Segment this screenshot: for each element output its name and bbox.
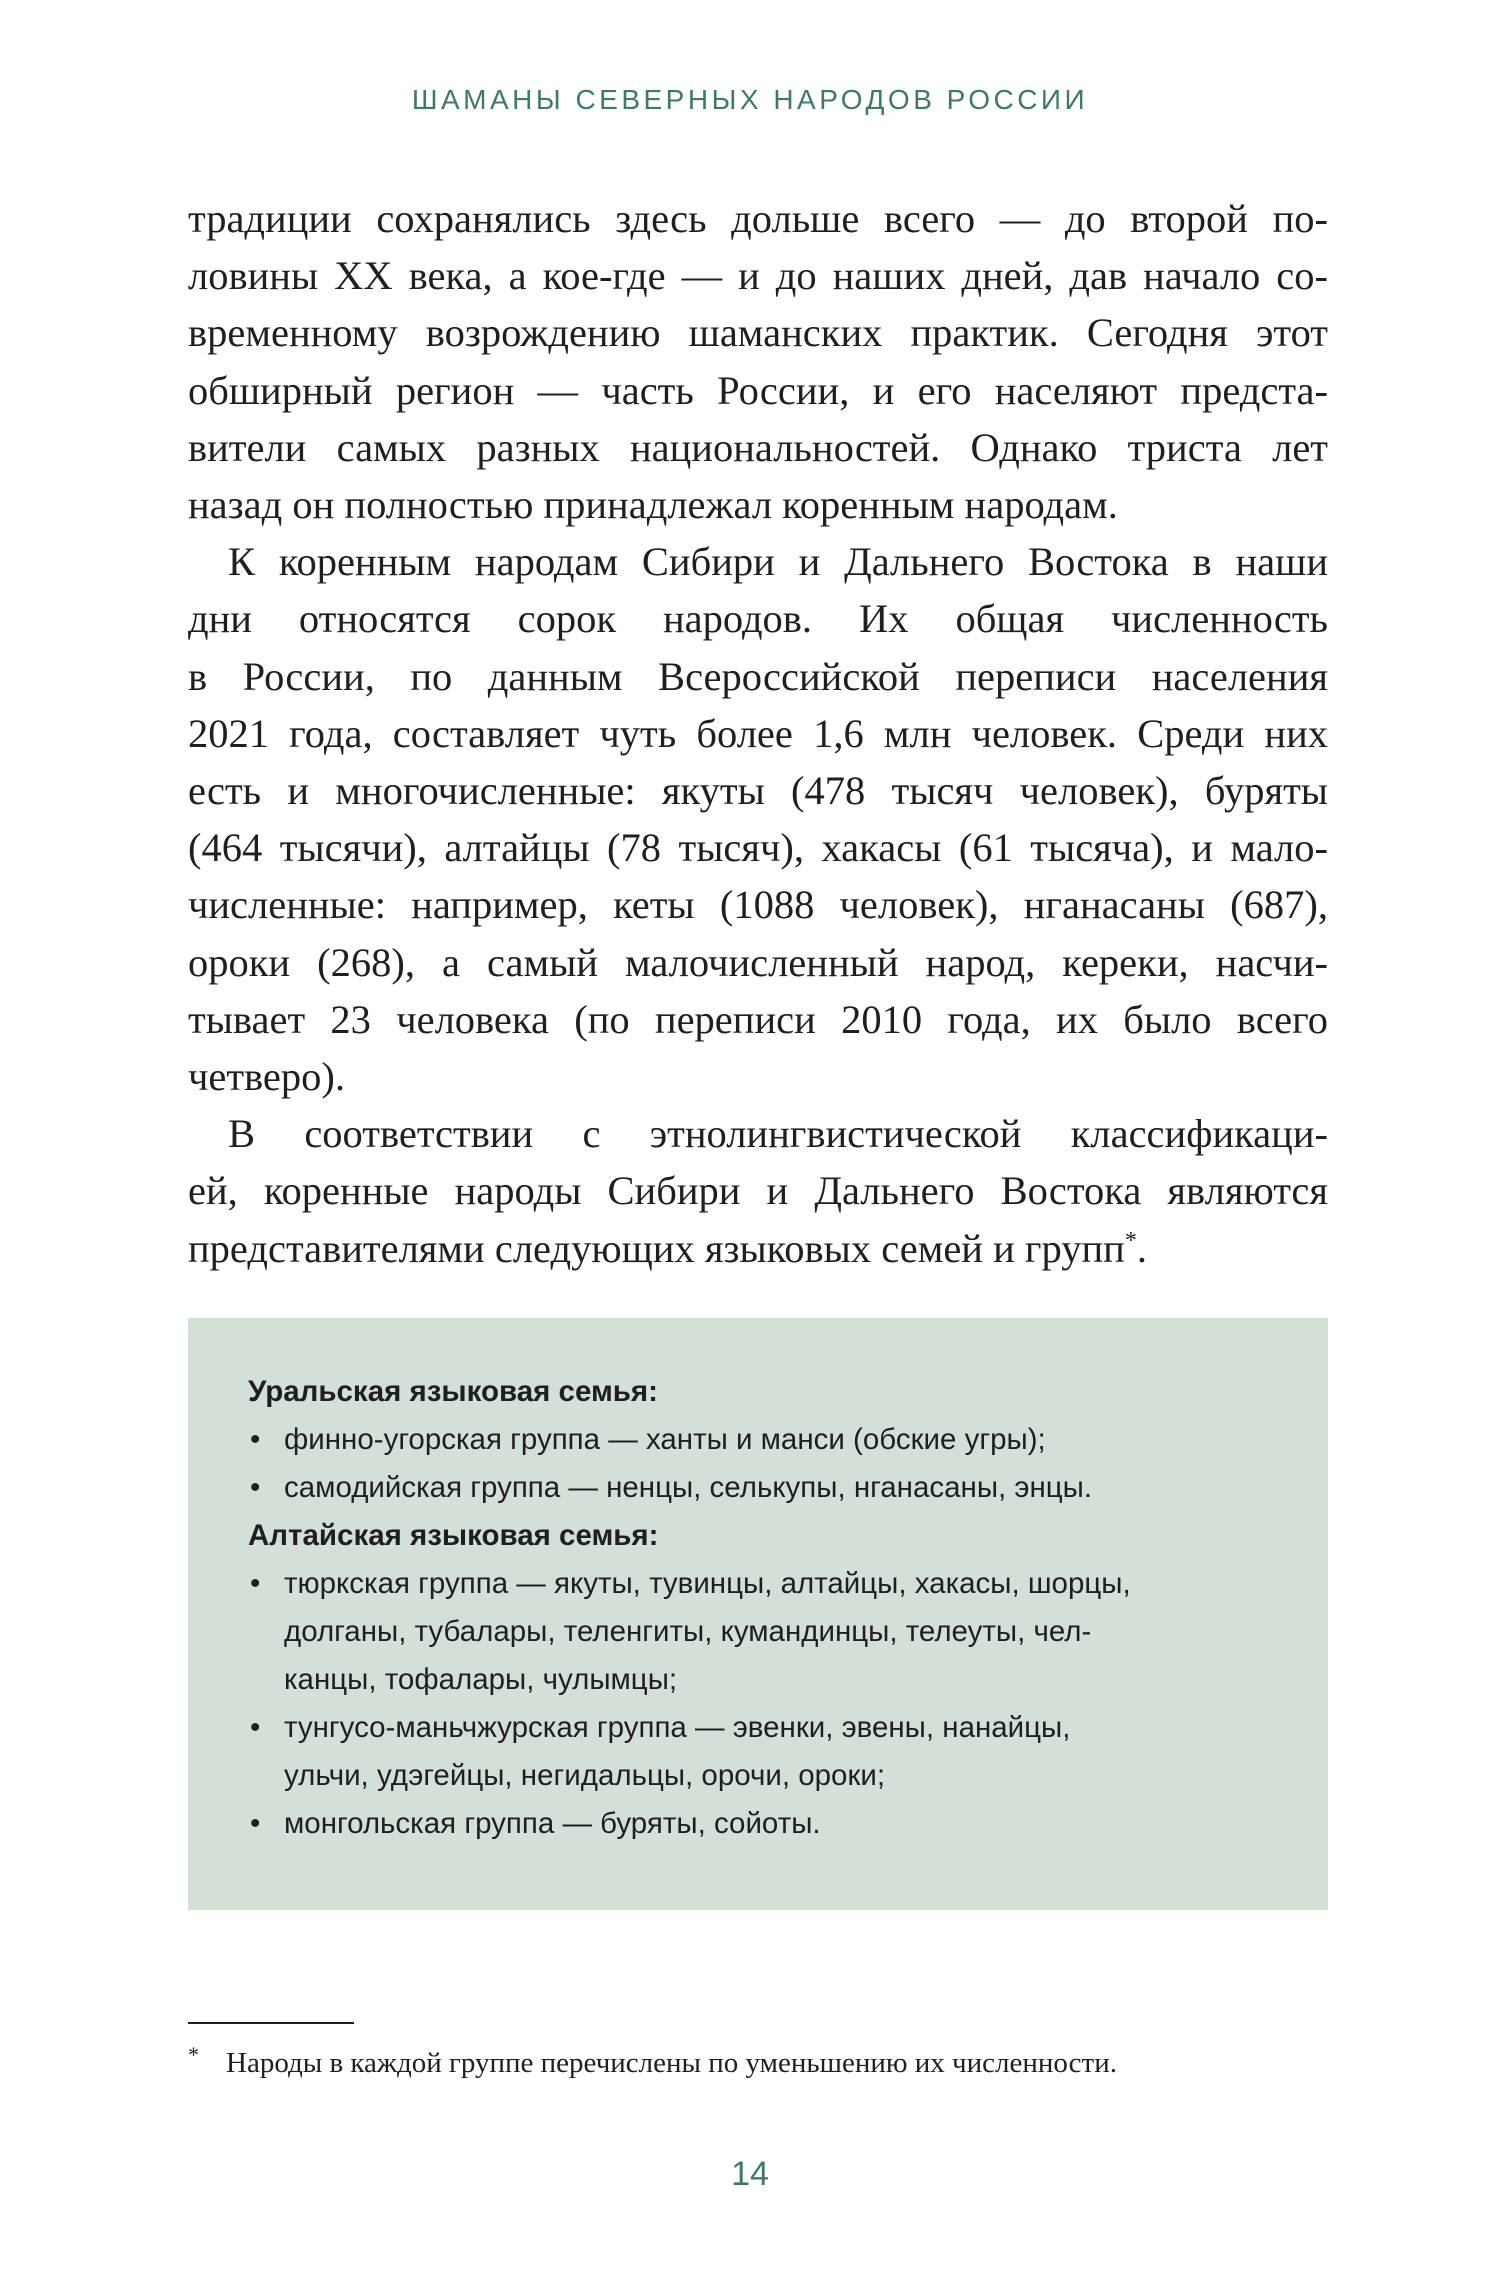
bullet-icon: • — [250, 1471, 261, 1504]
paragraph-2 — [188, 533, 1328, 1105]
running-head: ШАМАНЫ СЕВЕРНЫХ НАРОДОВ РОССИИ — [411, 84, 1089, 115]
text-line: есть и многочисленные: якуты (478 тысяч человек), буряты — [188, 768, 1328, 814]
list-item-text: самодийская группа — ненцы, селькупы, нганасаны, энцы. — [284, 1471, 1093, 1504]
text-line: четверо). — [188, 1054, 346, 1100]
list-item-text: монгольская группа — буряты, сойоты. — [284, 1807, 821, 1840]
footnote: * Народы в каждой группе перечислены по уменьшению их численности. — [188, 2042, 1117, 2079]
text-line: временному возрождению шаманских практик. Сегодня этот — [188, 310, 1328, 356]
language-families-box — [188, 1318, 1328, 1910]
text-line: 2021 года, составляет чуть более 1,6 млн человек. Среди них — [188, 710, 1328, 756]
list-item — [248, 1560, 1278, 1704]
list-item — [248, 1464, 1278, 1512]
list-item — [248, 1704, 1278, 1800]
list-item — [248, 1416, 1278, 1464]
text-fragment: представителями следующих языковых семей и групп — [188, 1225, 1125, 1271]
text-line: вители самых разных национальностей. Однако триста лет — [188, 424, 1328, 470]
text-line-with-footnote — [188, 1220, 1328, 1277]
bullet-icon: • — [250, 1711, 261, 1744]
text-line: ей, коренные народы Сибири и Дальнего Востока являются — [188, 1168, 1328, 1214]
bullet-icon: • — [250, 1807, 261, 1840]
text-line: К коренным народам Сибири и Дальнего Востока в наши — [228, 539, 1328, 585]
list-item-text: долганы, тубалары, теленгиты, кумандинцы, телеуты, чел- — [284, 1615, 1092, 1648]
list-item-text: тунгусо-маньчжурская группа — эвенки, эвены, нанайцы, — [284, 1711, 1071, 1744]
page-number: 14 — [731, 2155, 769, 2193]
list-item-text: канцы, тофалары, чулымцы; — [284, 1663, 678, 1696]
text-line: дни относятся сорок народов. Их общая численность — [188, 596, 1328, 642]
footnote-text: Народы в каждой группе перечислены по уменьшению их численности. — [226, 2047, 1117, 2079]
paragraph-3 — [188, 1105, 1328, 1277]
text-line: в России, по данным Всероссийской переписи населения — [188, 653, 1328, 699]
paragraph-1 — [188, 190, 1328, 533]
language-families-list — [248, 1368, 1278, 1848]
ural-family-heading: Уральская языковая семья: — [248, 1375, 658, 1408]
list-item — [248, 1800, 1278, 1848]
text-line: В соответствии с этнолингвистической классификаци- — [228, 1111, 1328, 1157]
footnote-reference[interactable]: * — [1124, 1227, 1137, 1254]
list-item-text: финно-угорская группа — ханты и манси (обские угры); — [284, 1423, 1046, 1456]
text-line: обширный регион — часть России, и его населяют предста- — [188, 367, 1328, 413]
text-fragment: . — [1136, 1225, 1147, 1271]
body-text — [188, 190, 1328, 1277]
footnote-divider — [188, 2022, 354, 2024]
text-line: численные: например, кеты (1088 человек), нганасаны (687), — [188, 882, 1328, 928]
text-line: ловины XX века, а кое-где — и до наших дней, дав начало со- — [188, 253, 1328, 299]
text-line: назад он полностью принадлежал коренным народам. — [188, 482, 1118, 528]
bullet-icon: • — [250, 1423, 261, 1456]
list-item-text: ульчи, удэгейцы, негидальцы, орочи, ороки; — [284, 1759, 886, 1792]
altai-family-heading: Алтайская языковая семья: — [248, 1519, 659, 1552]
text-line: (464 тысячи), алтайцы (78 тысяч), хакасы (61 тысяча), и мало- — [188, 825, 1328, 871]
text-line: тывает 23 человека (по переписи 2010 года, их было всего — [188, 996, 1328, 1042]
text-line: традиции сохранялись здесь дольше всего — до второй по- — [188, 196, 1328, 241]
list-item-text: тюркская группа — якуты, тувинцы, алтайцы, хакасы, шорцы, — [284, 1567, 1131, 1600]
bullet-icon: • — [250, 1567, 261, 1600]
text-line: ороки (268), а самый малочисленный народ, кереки, насчи- — [188, 939, 1328, 985]
